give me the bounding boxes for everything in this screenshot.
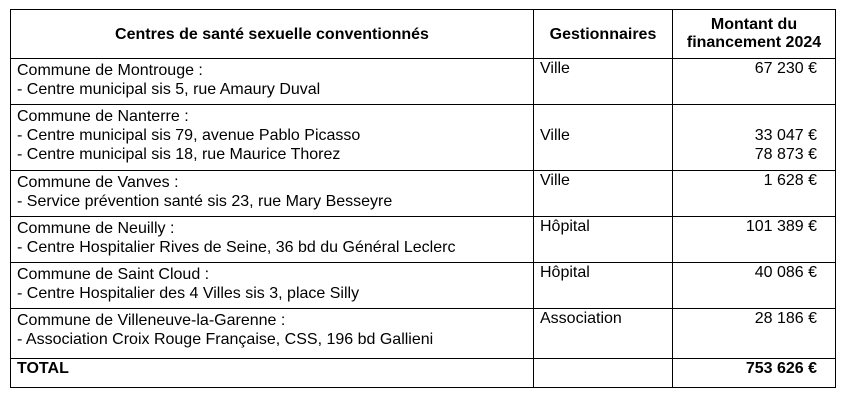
total-empty-cell (534, 359, 673, 388)
total-row (11, 359, 836, 388)
montant-cell: 67 230 € (673, 59, 836, 105)
header-centres: Centres de santé sexuelle conventionnés (11, 10, 534, 59)
centre-cell (11, 263, 534, 309)
table-header-row (11, 10, 836, 59)
total-label-cell (11, 359, 534, 388)
centre-address: - Centre municipal sis 5, rue Amaury Duval (17, 81, 321, 98)
header-gestionnaires: Gestionnaires (534, 10, 673, 59)
total-value-cell (673, 359, 836, 388)
gestionnaire-cell: Association (534, 309, 673, 359)
commune-name: Commune de Neuilly : (17, 220, 175, 237)
gestionnaire-cell: Ville (534, 171, 673, 217)
centre-address: - Centre municipal sis 79, avenue Pablo Picasso (17, 127, 361, 144)
centre-cell (11, 171, 534, 217)
commune-name: Commune de Villeneuve-la-Garenne : (17, 312, 286, 329)
commune-name: Commune de Montrouge : (17, 62, 203, 79)
centre-address: - Service prévention santé sis 23, rue Mary Besseyre (17, 193, 393, 210)
montant-value: 33 047 € (754, 127, 817, 144)
gestionnaire-cell: Hôpital (534, 263, 673, 309)
table-row (11, 217, 836, 263)
centre-address: - Centre Hospitalier des 4 Villes sis 3, place Silly (17, 285, 360, 302)
centre-cell (11, 59, 534, 105)
montant-values (673, 105, 817, 164)
total-value: 753 626 € (745, 360, 817, 377)
table-row (11, 171, 836, 217)
commune-name: Commune de Saint Cloud : (17, 266, 210, 283)
montant-cell: 1 628 € (673, 171, 836, 217)
funding-table (10, 9, 836, 388)
centre-cell (11, 105, 534, 171)
header-montant-line2: financement 2024 (686, 34, 822, 51)
montant-cell: 101 389 € (673, 217, 836, 263)
gestionnaire-cell: Hôpital (534, 217, 673, 263)
centre-cell (11, 309, 534, 359)
montant-cell: 40 086 € (673, 263, 836, 309)
montant-cell: 28 186 € (673, 309, 836, 359)
centre-address: - Association Croix Rouge Française, CSS, 196 bd Gallieni (17, 331, 434, 348)
centre-cell (11, 217, 534, 263)
montant-value: 78 873 € (754, 146, 817, 163)
table-row (11, 105, 836, 171)
commune-name: Commune de Nanterre : (17, 108, 189, 125)
header-montant (673, 10, 836, 59)
gestionnaire-cell (534, 105, 673, 171)
total-label: TOTAL (17, 360, 69, 377)
table-row (11, 59, 836, 105)
header-montant-line1: Montant du (710, 16, 798, 33)
gestionnaire-value: Ville (540, 127, 570, 144)
gestionnaire-cell: Ville (534, 59, 673, 105)
table-row (11, 263, 836, 309)
table-row (11, 309, 836, 359)
commune-name: Commune de Vanves : (17, 174, 179, 191)
centre-address: - Centre municipal sis 18, rue Maurice Thorez (17, 146, 341, 163)
centre-address: - Centre Hospitalier Rives de Seine, 36 bd du Général Leclerc (17, 239, 456, 256)
montant-cell (673, 105, 836, 171)
